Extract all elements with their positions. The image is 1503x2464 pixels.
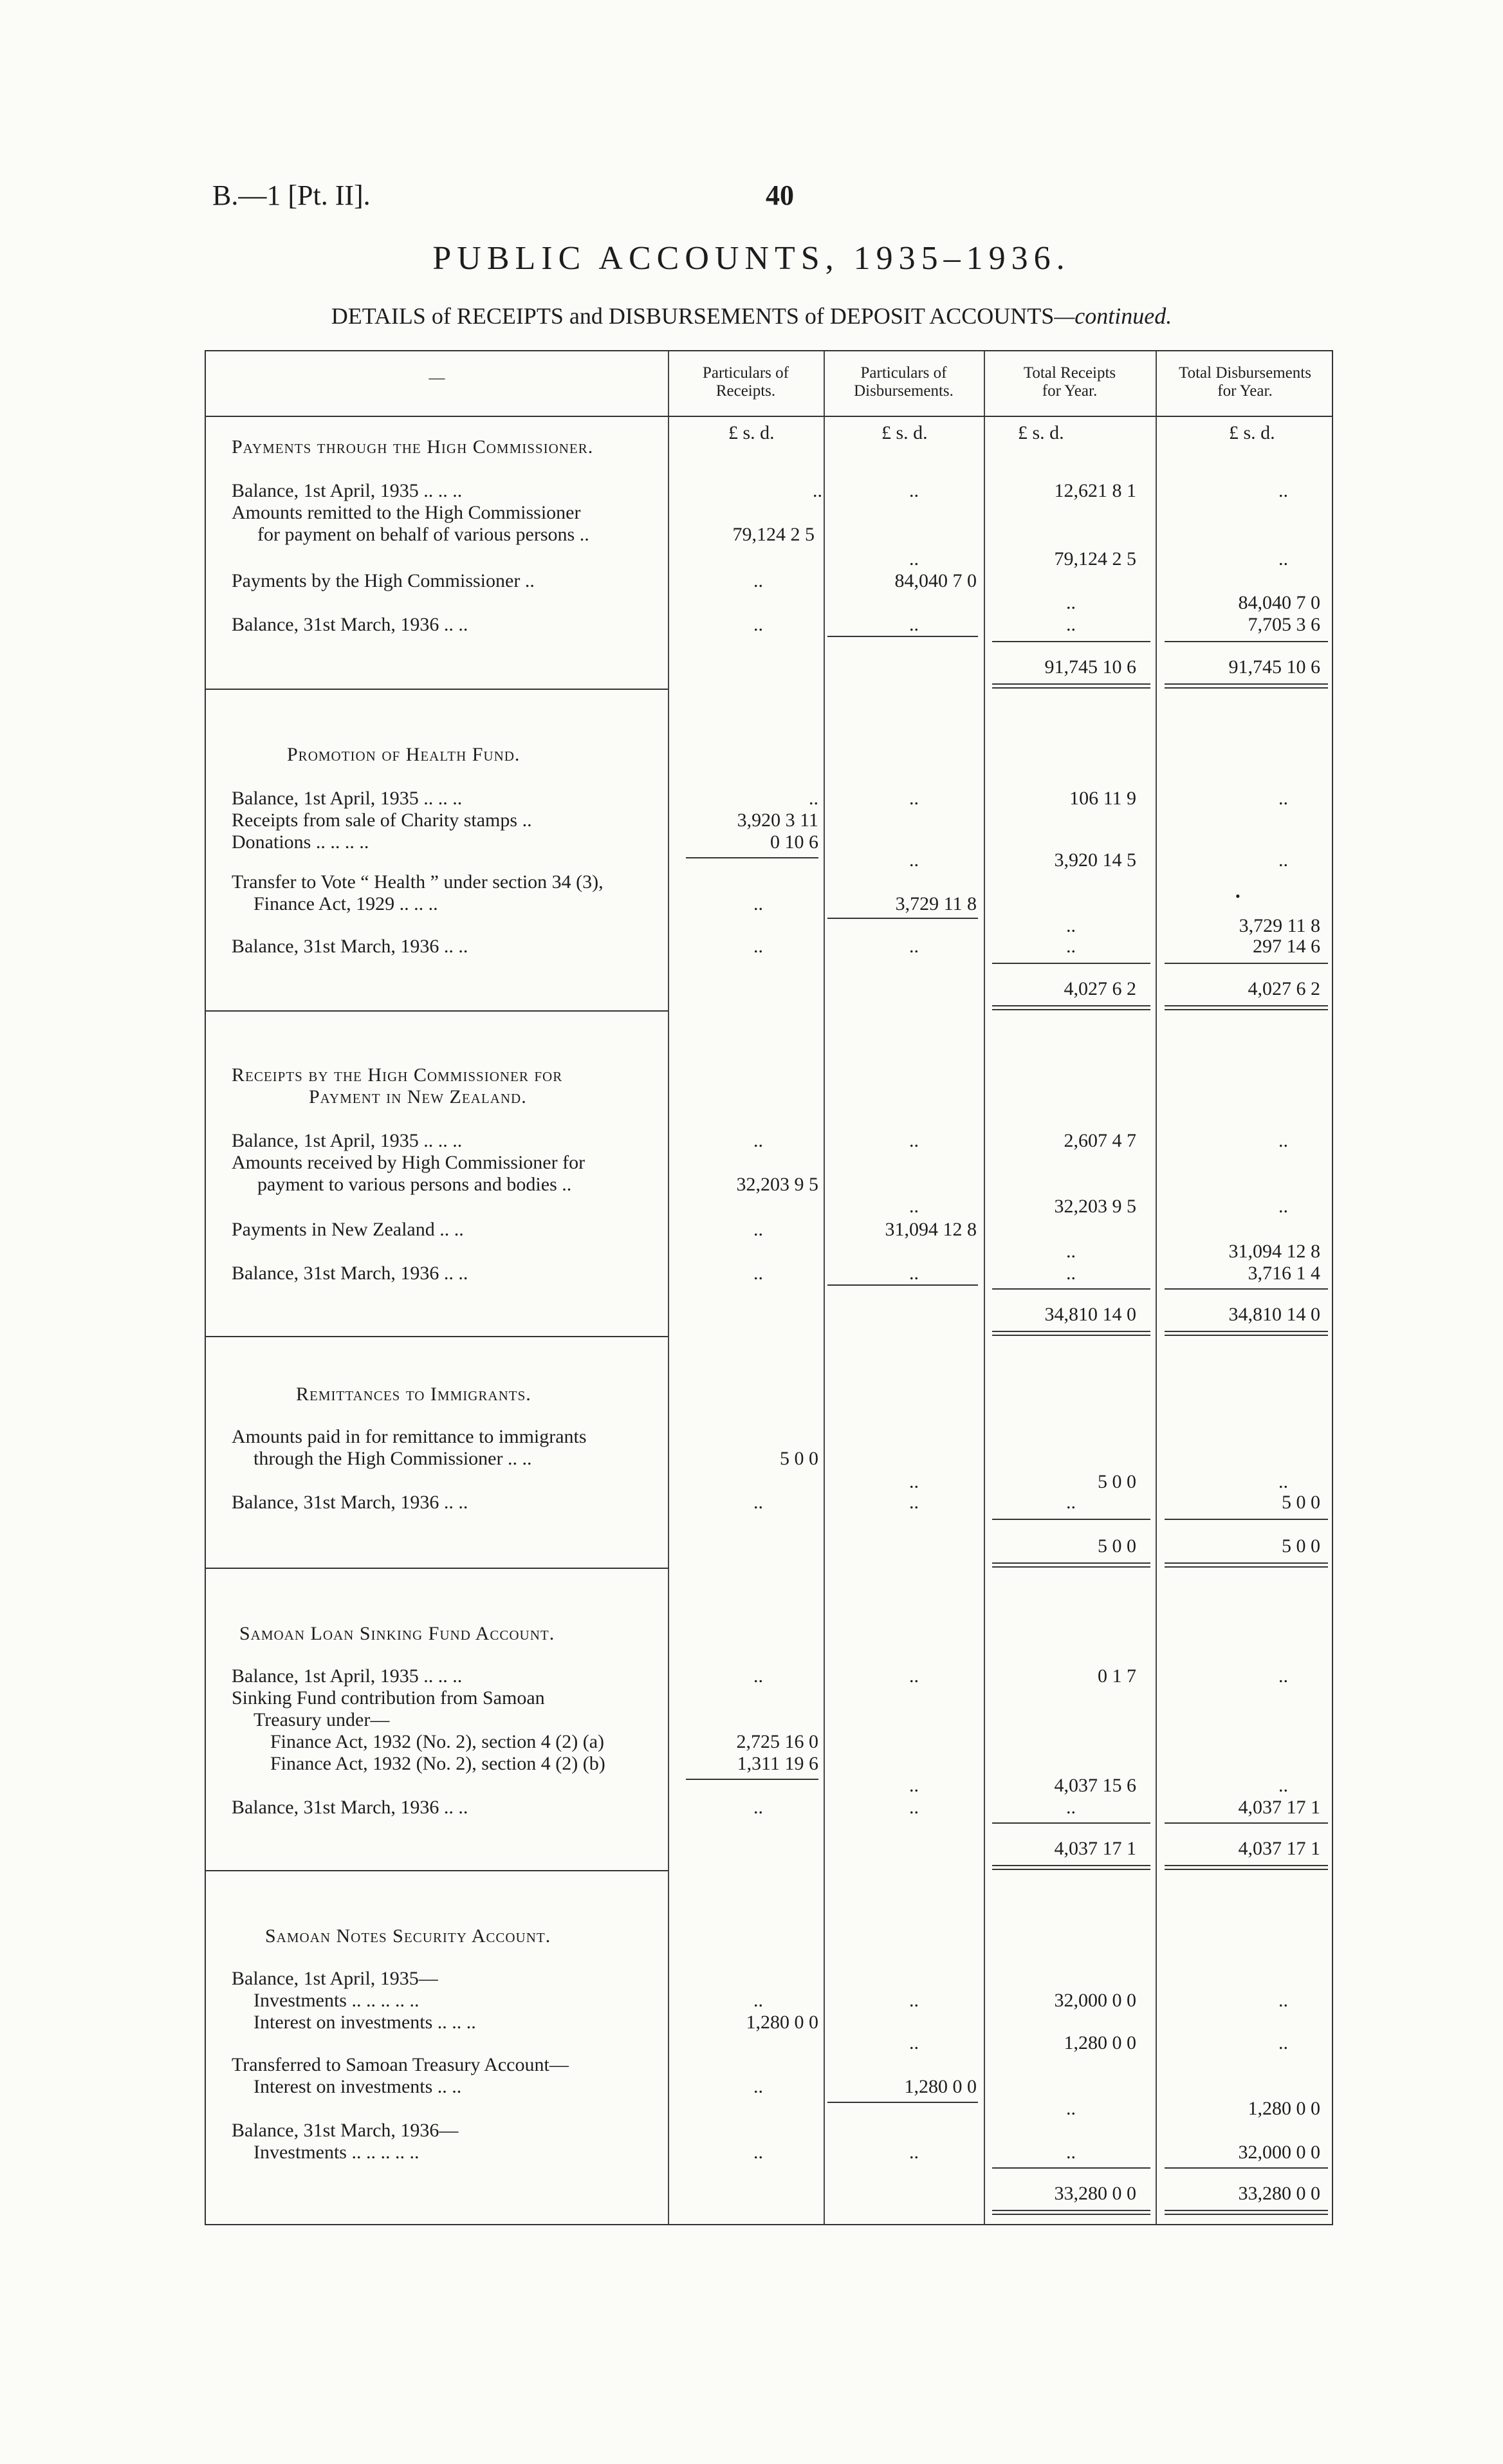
dots: .. [1066,1797,1076,1818]
dots: .. [1278,1130,1288,1151]
dots: .. [909,1196,919,1217]
currency-header: £ s. d. [881,422,928,443]
dots: .. [909,849,919,871]
dots: .. [1278,1196,1288,1217]
dots: .. [1066,2142,1076,2163]
total-rule [1165,1562,1328,1568]
dots: .. [909,1263,919,1284]
row-label: Payments in New Zealand .. .. [232,1219,464,1240]
dots: .. [753,1263,763,1284]
row-label: Transfer to Vote “ Health ” under section 34 (3), [232,871,604,893]
dots: .. [753,1797,763,1818]
dots: .. [909,936,919,957]
row-label: Transferred to Samoan Treasury Account— [232,2054,569,2075]
total-rule [992,1005,1150,1010]
dots: .. [909,1797,919,1818]
row-label: Balance, 31st March, 1936 .. .. [232,1797,468,1818]
row-label: Treasury under— [254,1709,390,1730]
row-label: Finance Act, 1929 .. .. .. [254,893,438,914]
total-rule [1165,2210,1328,2215]
dots: .. [909,614,919,635]
dots: .. [1066,2098,1076,2119]
row-label: Balance, 1st April, 1935 .. .. .. [232,788,463,809]
row-label: Interest on investments .. .. .. [254,2012,476,2033]
dots: .. [1278,1665,1288,1687]
dots: .. [1278,849,1288,871]
row-label: Balance, 31st March, 1936 .. .. [232,1263,468,1284]
dots: .. [1278,788,1288,809]
row-label: for payment on behalf of various persons .. [257,524,589,545]
row-label: through the High Commissioner .. .. [254,1448,532,1469]
sum-rule [1165,1288,1328,1290]
dots: .. [1066,936,1076,957]
amount: 297 14 6 [1253,936,1320,957]
dots: .. [909,1990,919,2011]
amount: 4,037 17 1 [1238,1797,1320,1818]
sum-rule [1165,963,1328,964]
dots: .. [1278,548,1288,570]
section-title: Samoan Loan Sinking Fund Account. [239,1623,555,1644]
total-amount: 4,037 17 1 [1054,1838,1136,1859]
page-subtitle: DETAILS of RECEIPTS and DISBURSEMENTS of DEPOSIT ACCOUNTS—continued. [331,303,1172,329]
amount: 4,037 15 6 [1054,1775,1136,1796]
amount: 106 11 9 [1069,788,1136,809]
amount: 0 10 6 [770,831,818,853]
section-title: Receipts by the High Commissioner for [232,1064,563,1086]
total-amount: 91,745 10 6 [1044,656,1136,678]
row-label: Balance, 1st April, 1935 .. .. .. [232,1665,463,1687]
dots: .. [909,1492,919,1513]
total-rule [992,1331,1150,1336]
amount: 5 0 0 [1098,1471,1136,1492]
section-title: Remittances to Immigrants. [296,1384,531,1405]
section-rule [206,1870,668,1871]
amount: 7,705 3 6 [1248,614,1320,635]
amount: 79,124 2 5 [732,524,815,545]
amount: 32,000 0 0 [1054,1990,1136,2011]
dots: .. [753,1130,763,1151]
dots: .. [1278,1471,1288,1492]
sum-rule [827,1284,978,1286]
amount: 32,203 9 5 [1054,1196,1136,1217]
dots: .. [909,548,919,570]
currency-header: £ s. d. [1229,422,1275,443]
row-label: Amounts remitted to the High Commissioner [232,502,581,523]
total-rule [1165,683,1328,689]
row-label: Sinking Fund contribution from Samoan [232,1687,545,1709]
dots: .. [909,480,919,501]
row-label: Payments by the High Commissioner .. [232,570,535,591]
amount: 2,607 4 7 [1064,1130,1136,1151]
amount: 2,725 16 0 [736,1731,818,1752]
column-header-receipts: Particulars of Receipts. [703,364,789,400]
amount: 12,621 8 1 [1054,480,1136,501]
sum-rule [992,963,1150,964]
dots: .. [753,936,763,957]
sum-rule [992,1288,1150,1290]
row-label: Balance, 31st March, 1936— [232,2120,459,2141]
dots: .. [1066,915,1076,936]
total-rule [992,1865,1150,1870]
column-header-total-receipts: Total Receipts for Year. [1023,364,1116,400]
dots: .. [753,1665,763,1687]
dots: .. [1278,480,1288,501]
total-rule [992,683,1150,689]
amount: 32,000 0 0 [1238,2142,1320,2163]
dots: .. [809,788,818,809]
sum-rule [992,2167,1150,2169]
section-title: Samoan Notes Security Account. [265,1925,551,1947]
total-amount: 34,810 14 0 [1044,1304,1136,1325]
dots: .. [909,1665,919,1687]
column-header-disbursements: Particulars of Disbursements. [854,364,954,400]
currency-header: £ s. d. [728,422,775,443]
dots: .. [1278,1990,1288,2011]
currency-header: £ s. d. [1018,422,1064,443]
dots: .. [753,1492,763,1513]
amount: 1,280 0 0 [904,2076,977,2097]
dots: .. [753,570,763,591]
row-label: Balance, 1st April, 1935 .. .. .. [232,480,463,501]
amount: 3,729 11 8 [1239,915,1320,936]
row-label: Donations .. .. .. .. [232,831,369,853]
sum-rule [686,1779,818,1780]
total-rule [1165,1005,1328,1010]
row-label: Balance, 31st March, 1936 .. .. [232,614,468,635]
total-amount: 91,745 10 6 [1228,656,1320,678]
amount: 84,040 7 0 [1238,592,1320,613]
section-rule [206,1010,668,1012]
dots: .. [909,1471,919,1492]
accounts-table [205,350,1333,2225]
total-amount: 4,027 6 2 [1248,978,1320,999]
dots: .. [753,2142,763,2163]
dots: .. [909,2032,919,2053]
dots: .. [1066,1263,1076,1284]
section-title: Payment in New Zealand. [309,1086,527,1107]
row-label: payment to various persons and bodies .. [257,1174,572,1195]
row-label: Investments .. .. .. .. .. [254,1990,420,2011]
column-divider [824,351,825,2224]
sum-rule [992,1822,1150,1824]
row-label: Amounts received by High Commissioner for [232,1152,586,1173]
dots: .. [753,1990,763,2011]
amount: 32,203 9 5 [736,1174,818,1195]
amount: 3,716 1 4 [1248,1263,1320,1284]
amount: 1,280 0 0 [1064,2032,1136,2053]
section-rule [206,689,668,690]
dots: .. [1278,2032,1288,2053]
sum-rule [992,641,1150,642]
row-label: Balance, 1st April, 1935— [232,1968,438,1989]
dots: .. [1278,1775,1288,1796]
column-header-description: — [429,369,445,387]
dots: .. [753,2076,763,2097]
sum-rule [827,918,978,919]
dots: .. [1066,1492,1076,1513]
amount: 3,729 11 8 [895,893,977,914]
dots: .. [753,614,763,635]
row-label: Balance, 31st March, 1936 .. .. [232,1492,468,1513]
amount: 1,280 0 0 [746,2012,818,2033]
amount: 84,040 7 0 [894,570,977,591]
sum-rule [686,857,818,858]
sum-rule [1165,1519,1328,1520]
amount: 0 1 7 [1098,1665,1136,1687]
total-amount: 33,280 0 0 [1238,2183,1320,2204]
document-reference: B.—1 [Pt. II]. [212,180,371,211]
page-title: PUBLIC ACCOUNTS, 1935–1936. [432,240,1071,277]
dots: .. [909,2142,919,2163]
total-amount: 5 0 0 [1282,1535,1320,1557]
amount: 1,280 0 0 [1248,2098,1320,2119]
dots: .. [753,893,763,914]
amount: 3,920 14 5 [1054,849,1136,871]
amount: 79,124 2 5 [1054,548,1136,570]
dots: .. [753,1219,763,1240]
section-title: Payments through the High Commissioner. [232,436,594,458]
dots: .. [1066,592,1076,613]
sum-rule [1165,2167,1328,2169]
row-label: Investments .. .. .. .. .. [254,2142,420,2163]
column-divider [1156,351,1157,2224]
sum-rule [827,636,978,637]
header-rule [206,416,1332,417]
total-amount: 4,027 6 2 [1064,978,1136,999]
row-label: Balance, 31st March, 1936 .. .. [232,936,468,957]
dots: .. [909,1130,919,1151]
dots: .. [813,480,822,501]
sum-rule [827,2102,978,2103]
dots: .. [909,788,919,809]
amount: 3,920 3 11 [737,810,818,831]
amount: 31,094 12 8 [1228,1241,1320,1262]
amount: 1,311 19 6 [737,1753,818,1774]
total-rule [1165,1865,1328,1870]
total-rule [992,1562,1150,1568]
total-rule [1165,1331,1328,1336]
amount: 5 0 0 [1282,1492,1320,1513]
amount: 31,094 12 8 [885,1219,977,1240]
column-divider [668,351,669,2224]
page-number: 40 [766,180,794,211]
column-header-total-disbursements: Total Disbursements for Year. [1179,364,1311,400]
section-title: Promotion of Health Fund. [287,744,521,765]
total-rule [992,2210,1150,2215]
sum-rule [1165,1822,1328,1824]
sum-rule [1165,641,1328,642]
dots: .. [909,1775,919,1796]
total-amount: 4,037 17 1 [1238,1838,1320,1859]
row-label: Balance, 1st April, 1935 .. .. .. [232,1130,463,1151]
column-divider [984,351,985,2224]
row-label: Receipts from sale of Charity stamps .. [232,810,532,831]
sum-rule [992,1519,1150,1520]
total-amount: 33,280 0 0 [1054,2183,1136,2204]
mark: • [1235,888,1240,904]
dots: .. [1066,1241,1076,1262]
section-rule [206,1336,668,1337]
row-label: Finance Act, 1932 (No. 2), section 4 (2) (a) [270,1731,605,1752]
total-amount: 34,810 14 0 [1228,1304,1320,1325]
row-label: Interest on investments .. .. [254,2076,462,2097]
amount: 5 0 0 [780,1448,818,1469]
total-amount: 5 0 0 [1098,1535,1136,1557]
row-label: Amounts paid in for remittance to immigrants [232,1426,587,1447]
dots: .. [1066,614,1076,635]
row-label: Finance Act, 1932 (No. 2), section 4 (2) (b) [270,1753,605,1774]
section-rule [206,1568,668,1569]
